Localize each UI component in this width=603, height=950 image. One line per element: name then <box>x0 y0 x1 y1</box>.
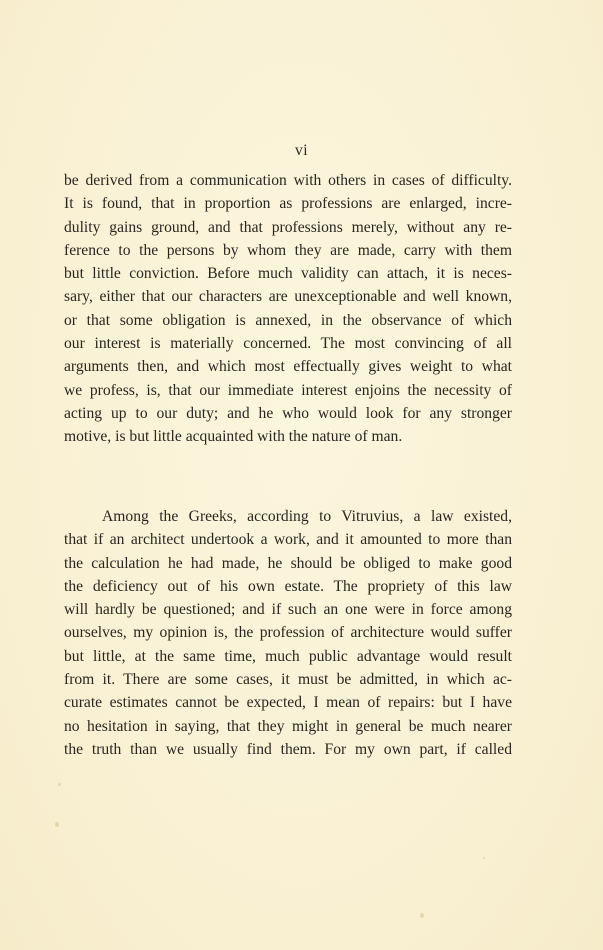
text-line: the deficiency out of his own estate. The propriety of this law <box>64 577 512 595</box>
text-line: we profess, is, that our immediate interest enjoins the necessity of <box>64 381 512 399</box>
text-line: from it. There are some cases, it must be admitted, in which ac- <box>64 671 512 689</box>
text-line: that if an architect undertook a work, and it amounted to more than <box>64 531 512 549</box>
text-line: ference to the persons by whom they are made, carry with them <box>64 241 512 259</box>
paper-speck <box>58 783 61 786</box>
paper-speck <box>55 822 59 827</box>
text-line: Among the Greeks, according to Vitruvius, a law existed, <box>102 508 512 525</box>
paper-speck <box>483 857 485 859</box>
paper-speck <box>420 913 424 918</box>
text-line: motive, is but little acquainted with the nature of man. <box>64 428 403 446</box>
text-line: curate estimates cannot be expected, I mean of repairs: but I have <box>64 694 512 712</box>
page-number: vi <box>294 142 309 159</box>
text-line: acting up to our duty; and he who would look for any stronger <box>64 404 512 422</box>
text-line: sary, either that our characters are unexceptionable and well known, <box>64 288 512 306</box>
text-line: ourselves, my opinion is, the profession of architecture would suffer <box>64 624 512 642</box>
text-line: dulity gains ground, and that professions merely, without any re- <box>64 218 512 236</box>
text-line: the truth than we usually find them. For my own part, if called <box>64 740 512 758</box>
text-line: be derived from a communication with others in cases of difficulty. <box>64 172 512 189</box>
text-line: the calculation he had made, he should be obliged to make good <box>64 554 512 572</box>
text-line: no hesitation in saying, that they might in general be much nearer <box>64 717 512 735</box>
text-line: our interest is materially concerned. The most convincing of all <box>64 335 512 353</box>
paragraph-2 <box>64 505 512 761</box>
text-line: or that some obligation is annexed, in the observance of which <box>64 311 512 329</box>
text-line: but little, at the same time, much public advantage would result <box>64 647 512 665</box>
text-line: will hardly be questioned; and if such an one were in force among <box>64 601 512 619</box>
paragraph-1 <box>64 169 512 449</box>
text-line: but little conviction. Before much validity can attach, it is neces- <box>64 265 512 283</box>
text-line: arguments then, and which most effectually gives weight to what <box>64 358 512 376</box>
text-line: It is found, that in proportion as professions are enlarged, incre- <box>64 195 512 213</box>
